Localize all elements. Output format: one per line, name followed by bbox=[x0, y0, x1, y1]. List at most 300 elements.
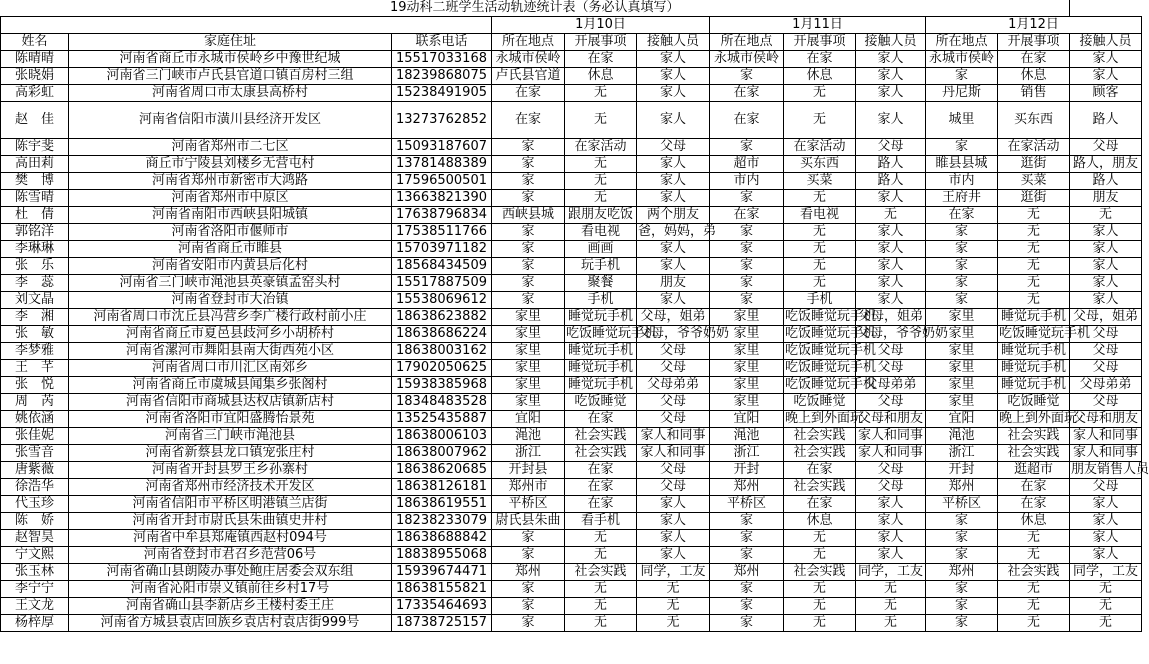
column-header: 姓名 bbox=[1, 34, 69, 51]
table-cell: 家人 bbox=[1070, 496, 1142, 513]
table-cell: 18638620685 bbox=[392, 462, 492, 479]
table-cell: 张 悦 bbox=[1, 377, 69, 394]
table-cell: 王文龙 bbox=[1, 598, 69, 615]
table-cell: 无 bbox=[784, 598, 856, 615]
table-cell: 家里 bbox=[492, 394, 565, 411]
table-cell: 家 bbox=[710, 598, 784, 615]
table-cell: 休息 bbox=[998, 513, 1070, 530]
table-row bbox=[1, 581, 1142, 598]
table-cell: 家 bbox=[492, 258, 565, 275]
table-row bbox=[1, 275, 1142, 292]
table-cell: 樊 博 bbox=[1, 173, 69, 190]
table-cell: 无 bbox=[998, 292, 1070, 309]
table-row bbox=[1, 360, 1142, 377]
table-cell: 永城市侯岭 bbox=[710, 51, 784, 68]
table-cell: 家里 bbox=[710, 360, 784, 377]
table-row bbox=[1, 241, 1142, 258]
table-cell: 家 bbox=[926, 292, 998, 309]
table-cell: 张雪音 bbox=[1, 445, 69, 462]
table-cell: 郑州 bbox=[492, 564, 565, 581]
table-row bbox=[1, 102, 1142, 139]
table-cell: 两个朋友 bbox=[637, 207, 710, 224]
table-cell: 爸，妈妈，弟 bbox=[638, 224, 717, 239]
table-cell: 无 bbox=[998, 547, 1070, 564]
column-header: 所在地点 bbox=[492, 34, 565, 51]
table-cell: 家人 bbox=[856, 68, 926, 85]
table-cell: 18638003162 bbox=[392, 343, 492, 360]
table-cell: 无 bbox=[784, 85, 856, 102]
table-cell: 15093187607 bbox=[392, 139, 492, 156]
table-cell: 河南省三门峡市渑池县 bbox=[69, 428, 392, 445]
table-cell: 家人 bbox=[856, 102, 926, 139]
table-cell: 河南省新蔡县龙口镇宠张庄村 bbox=[69, 445, 392, 462]
table-cell: 跟朋友吃饭 bbox=[565, 207, 637, 224]
table-cell: 无 bbox=[784, 615, 856, 632]
table-cell: 家 bbox=[710, 530, 784, 547]
table-cell: 休息 bbox=[784, 513, 856, 530]
table-cell: 父母，姐弟 bbox=[1070, 309, 1142, 326]
table-cell: 社会实践 bbox=[998, 428, 1070, 445]
table-cell: 18638686224 bbox=[392, 326, 492, 343]
table-cell: 在家 bbox=[784, 462, 856, 479]
table-row bbox=[1, 51, 1142, 68]
column-header: 所在地点 bbox=[926, 34, 998, 51]
table-cell: 河南省洛阳市宜阳盛腾怡景苑 bbox=[69, 411, 392, 428]
table-cell: 在家活动 bbox=[784, 139, 856, 156]
table-cell: 家人 bbox=[856, 224, 926, 241]
table-cell: 父母 bbox=[856, 462, 926, 479]
table-cell: 18638688842 bbox=[392, 530, 492, 547]
table-row bbox=[1, 156, 1142, 173]
table-cell: 18638007962 bbox=[392, 445, 492, 462]
table-cell: 李 湘 bbox=[1, 309, 69, 326]
table-cell: 无 bbox=[565, 598, 637, 615]
table-row bbox=[1, 513, 1142, 530]
table-cell: 家人 bbox=[637, 258, 710, 275]
table-cell: 家人 bbox=[856, 292, 926, 309]
table-cell: 河南省沁阳市崇义镇前往乡村17号 bbox=[69, 581, 392, 598]
table-cell: 父母 bbox=[856, 343, 926, 360]
table-cell: 吃饭睡觉玩手机 bbox=[785, 326, 877, 341]
table-cell: 15938385968 bbox=[392, 377, 492, 394]
table-cell: 赵 佳 bbox=[1, 102, 69, 139]
column-header: 开展事项 bbox=[565, 34, 637, 51]
table-cell: 市内 bbox=[710, 173, 784, 190]
table-cell: 社会实践 bbox=[784, 479, 856, 496]
table-cell: 社会实践 bbox=[565, 428, 637, 445]
table-cell: 路人 bbox=[1070, 173, 1142, 190]
table-cell: 家人 bbox=[1070, 224, 1142, 241]
table-cell: 家人 bbox=[1070, 275, 1142, 292]
table-cell: 李 蕊 bbox=[1, 275, 69, 292]
table-cell: 郑州市 bbox=[492, 479, 565, 496]
table-cell: 家人 bbox=[637, 547, 710, 564]
table-cell: 家 bbox=[492, 156, 565, 173]
table-cell: 无 bbox=[637, 581, 710, 598]
table-cell: 宜阳 bbox=[710, 411, 784, 428]
table-cell: 无 bbox=[784, 581, 856, 598]
table-cell: 吃饭睡觉 bbox=[998, 394, 1070, 411]
table-cell: 无 bbox=[998, 224, 1070, 241]
table-cell: 13663821390 bbox=[392, 190, 492, 207]
table-cell: 卢氏县官道 bbox=[492, 68, 565, 85]
table-cell: 买菜 bbox=[784, 173, 856, 190]
table-cell: 无 bbox=[565, 85, 637, 102]
table-cell: 家人 bbox=[637, 85, 710, 102]
table-cell: 无 bbox=[856, 598, 926, 615]
table-cell: 无 bbox=[784, 190, 856, 207]
table-cell: 父母弟弟 bbox=[637, 377, 710, 394]
table-cell: 睢县县城 bbox=[926, 156, 998, 173]
table-cell: 家 bbox=[492, 547, 565, 564]
table-cell: 18239868075 bbox=[392, 68, 492, 85]
table-cell: 家 bbox=[492, 224, 565, 241]
table-cell: 无 bbox=[998, 241, 1070, 258]
table-cell: 顾客 bbox=[1070, 85, 1142, 102]
table-cell: 家人 bbox=[637, 513, 710, 530]
table-cell: 张佳妮 bbox=[1, 428, 69, 445]
table-cell: 在家 bbox=[565, 479, 637, 496]
table-cell: 无 bbox=[998, 258, 1070, 275]
table-cell: 郑州 bbox=[710, 479, 784, 496]
table-cell: 平桥区 bbox=[710, 496, 784, 513]
table-cell: 父母 bbox=[856, 479, 926, 496]
table-cell: 赵智昊 bbox=[1, 530, 69, 547]
table-row bbox=[1, 547, 1142, 564]
table-cell: 家人和同事 bbox=[637, 445, 710, 462]
table-row bbox=[1, 85, 1142, 102]
table-cell: 朋友销售人员 bbox=[1071, 462, 1149, 477]
table-cell: 宜阳 bbox=[492, 411, 565, 428]
table-cell: 家 bbox=[710, 292, 784, 309]
table-cell: 家人 bbox=[1070, 258, 1142, 275]
table-cell: 陈雪晴 bbox=[1, 190, 69, 207]
table-cell: 买东西 bbox=[784, 156, 856, 173]
table-cell: 家 bbox=[492, 173, 565, 190]
table-cell: 家人 bbox=[1070, 513, 1142, 530]
table-cell: 家 bbox=[926, 241, 998, 258]
table-cell: 永城市侯岭 bbox=[492, 51, 565, 68]
table-cell: 河南省周口市太康县高桥村 bbox=[69, 85, 392, 102]
table-cell: 无 bbox=[784, 530, 856, 547]
table-cell: 无 bbox=[998, 598, 1070, 615]
date-header-row bbox=[1, 17, 1142, 34]
table-cell: 家里 bbox=[492, 309, 565, 326]
table-cell: 路人，朋友 bbox=[1070, 156, 1142, 173]
table-cell: 在家 bbox=[565, 411, 637, 428]
table-cell: 河南省周口市沈丘县冯营乡李广楼行政村前小庄 bbox=[69, 309, 392, 326]
table-cell: 逛超市 bbox=[998, 462, 1070, 479]
table-cell: 刘文晶 bbox=[1, 292, 69, 309]
table-cell: 睡觉玩手机 bbox=[565, 377, 637, 394]
table-cell: 父母 bbox=[637, 394, 710, 411]
table-cell: 张晓娟 bbox=[1, 68, 69, 85]
table-cell: 家人 bbox=[856, 241, 926, 258]
table-cell: 15939674471 bbox=[392, 564, 492, 581]
table-cell: 家人 bbox=[856, 496, 926, 513]
table-cell: 家 bbox=[926, 224, 998, 241]
table-cell: 无 bbox=[1070, 581, 1142, 598]
table-cell: 家人 bbox=[1070, 530, 1142, 547]
table-cell: 无 bbox=[637, 615, 710, 632]
table-cell: 父母 bbox=[637, 479, 710, 496]
table-cell: 河南省漯河市舞阳县南大街西苑小区 bbox=[69, 343, 392, 360]
table-cell: 路人 bbox=[856, 156, 926, 173]
table-cell: 睡觉玩手机 bbox=[998, 377, 1070, 394]
table-row bbox=[1, 343, 1142, 360]
table-cell: 家 bbox=[926, 139, 998, 156]
column-header: 开展事项 bbox=[998, 34, 1070, 51]
table-cell: 买东西 bbox=[998, 102, 1070, 139]
table-cell: 河南省确山县朗陵办事处鲍庄居委会双东组 bbox=[69, 564, 392, 581]
table-cell: 丹尼斯 bbox=[926, 85, 998, 102]
table-row bbox=[1, 190, 1142, 207]
table-cell: 父母 bbox=[637, 411, 710, 428]
table-cell: 手机 bbox=[784, 292, 856, 309]
table-cell: 无 bbox=[565, 581, 637, 598]
table-cell: 无 bbox=[784, 102, 856, 139]
table-cell: 玩手机 bbox=[565, 258, 637, 275]
table-cell: 睡觉玩手机 bbox=[998, 309, 1070, 326]
table-cell: 18638155821 bbox=[392, 581, 492, 598]
table-cell: 河南省安阳市内黄县后化村 bbox=[69, 258, 392, 275]
table-cell: 浙江 bbox=[492, 445, 565, 462]
table-cell: 无 bbox=[784, 275, 856, 292]
table-cell: 13525435887 bbox=[392, 411, 492, 428]
table-cell: 无 bbox=[565, 173, 637, 190]
table-cell: 17538511766 bbox=[392, 224, 492, 241]
table-cell: 朋友 bbox=[1070, 190, 1142, 207]
table-cell: 吃饭睡觉玩手机 bbox=[999, 326, 1091, 341]
table-cell: 父母 bbox=[856, 360, 926, 377]
table-cell: 李梦雅 bbox=[1, 343, 69, 360]
table-cell: 家人 bbox=[856, 275, 926, 292]
table-cell: 超市 bbox=[710, 156, 784, 173]
table-cell: 13273762852 bbox=[392, 102, 492, 139]
table-cell: 浙江 bbox=[710, 445, 784, 462]
table-cell: 家人 bbox=[856, 85, 926, 102]
table-cell: 父母 bbox=[856, 394, 926, 411]
table-cell: 晚上到外面玩 bbox=[999, 411, 1078, 426]
table-cell: 社会实践 bbox=[565, 564, 637, 581]
table-cell: 家里 bbox=[926, 377, 998, 394]
table-cell: 家 bbox=[492, 530, 565, 547]
table-cell: 河南省三门峡市卢氏县官道口镇百房村三组 bbox=[69, 68, 392, 85]
table-cell: 无 bbox=[565, 615, 637, 632]
table-cell: 河南省商丘市夏邑县歧河乡小胡桥村 bbox=[69, 326, 392, 343]
table-cell: 手机 bbox=[565, 292, 637, 309]
table-cell: 同学，工友 bbox=[856, 564, 926, 581]
table-cell: 张玉林 bbox=[1, 564, 69, 581]
table-cell: 睡觉玩手机 bbox=[998, 343, 1070, 360]
table-cell: 在家 bbox=[926, 207, 998, 224]
table-row bbox=[1, 139, 1142, 156]
table-cell: 无 bbox=[565, 156, 637, 173]
table-cell: 无 bbox=[998, 530, 1070, 547]
table-cell: 在家 bbox=[784, 496, 856, 513]
table-row bbox=[1, 377, 1142, 394]
table-row bbox=[1, 615, 1142, 632]
table-cell: 家 bbox=[926, 513, 998, 530]
table-row bbox=[1, 258, 1142, 275]
table-cell: 15538069612 bbox=[392, 292, 492, 309]
table-cell: 河南省中牟县郑庵镇西赵村094号 bbox=[69, 530, 392, 547]
table-cell: 陈 娇 bbox=[1, 513, 69, 530]
table-cell: 高彩虹 bbox=[1, 85, 69, 102]
table-cell: 18638006103 bbox=[392, 428, 492, 445]
table-cell: 路人 bbox=[856, 173, 926, 190]
table-cell: 家人 bbox=[637, 496, 710, 513]
column-header: 接触人员 bbox=[1070, 34, 1142, 51]
table-cell: 社会实践 bbox=[998, 564, 1070, 581]
table-cell: 在家 bbox=[784, 51, 856, 68]
table-row bbox=[1, 309, 1142, 326]
table-cell: 家人 bbox=[1070, 241, 1142, 258]
table-cell: 父母 bbox=[1070, 360, 1142, 377]
table-cell: 吃饭睡觉玩手机 bbox=[566, 326, 658, 341]
table-cell: 在家 bbox=[565, 462, 637, 479]
table-cell: 河南省确山县李新店乡王楼村委王庄 bbox=[69, 598, 392, 615]
table-cell: 家 bbox=[710, 224, 784, 241]
table-cell: 渑池 bbox=[710, 428, 784, 445]
table-cell: 无 bbox=[856, 581, 926, 598]
table-cell: 家人 bbox=[637, 51, 710, 68]
table-cell: 无 bbox=[565, 102, 637, 139]
column-header: 接触人员 bbox=[856, 34, 926, 51]
date-header: 1月11日 bbox=[710, 17, 926, 34]
table-cell: 尉氏县朱曲 bbox=[492, 513, 565, 530]
table-cell: 家 bbox=[710, 241, 784, 258]
table-cell: 河南省信阳市商城县达权店镇新店村 bbox=[69, 394, 392, 411]
table-cell: 郑州 bbox=[710, 564, 784, 581]
table-cell: 无 bbox=[856, 207, 926, 224]
table-cell: 无 bbox=[998, 615, 1070, 632]
table-cell: 18838955068 bbox=[392, 547, 492, 564]
table-row bbox=[1, 428, 1142, 445]
table-cell: 河南省三门峡市渑池县英豪镇孟窑头村 bbox=[69, 275, 392, 292]
table-cell: 王 芊 bbox=[1, 360, 69, 377]
table-cell: 无 bbox=[1070, 615, 1142, 632]
table-cell: 社会实践 bbox=[998, 445, 1070, 462]
table-cell: 无 bbox=[998, 275, 1070, 292]
table-cell: 家人 bbox=[637, 241, 710, 258]
table-cell: 郭铭洋 bbox=[1, 224, 69, 241]
table-cell: 无 bbox=[565, 190, 637, 207]
table-cell: 路人 bbox=[1070, 102, 1142, 139]
table-cell: 王府井 bbox=[926, 190, 998, 207]
table-cell: 家 bbox=[492, 581, 565, 598]
table-cell: 西峡县城 bbox=[492, 207, 565, 224]
table-cell: 家 bbox=[710, 615, 784, 632]
table-row bbox=[1, 326, 1142, 343]
table-cell: 看手机 bbox=[565, 513, 637, 530]
table-cell: 睡觉玩手机 bbox=[565, 309, 637, 326]
table-cell: 父母 bbox=[856, 139, 926, 156]
table-cell: 渑池 bbox=[492, 428, 565, 445]
table-cell: 河南省商丘市虞城县闻集乡张阁村 bbox=[69, 377, 392, 394]
table-cell: 周 芮 bbox=[1, 394, 69, 411]
table-cell: 18638619551 bbox=[392, 496, 492, 513]
title-row bbox=[1, 0, 1142, 17]
table-cell: 无 bbox=[565, 530, 637, 547]
table-cell: 家人 bbox=[637, 292, 710, 309]
table-cell: 买菜 bbox=[998, 173, 1070, 190]
table-cell: 父母 bbox=[1070, 479, 1142, 496]
table-row bbox=[1, 411, 1142, 428]
table-cell: 家 bbox=[926, 530, 998, 547]
table-cell: 18738725157 bbox=[392, 615, 492, 632]
table-cell: 无 bbox=[998, 581, 1070, 598]
table-cell: 家人 bbox=[637, 173, 710, 190]
table-cell: 18568434509 bbox=[392, 258, 492, 275]
table-cell: 15238491905 bbox=[392, 85, 492, 102]
table-cell: 休息 bbox=[784, 68, 856, 85]
table-cell: 无 bbox=[784, 224, 856, 241]
table-cell: 家人 bbox=[856, 547, 926, 564]
table-cell: 河南省登封市君召乡范营06号 bbox=[69, 547, 392, 564]
table-cell: 李宁宁 bbox=[1, 581, 69, 598]
table-cell: 社会实践 bbox=[784, 445, 856, 462]
date-header: 1月10日 bbox=[492, 17, 710, 34]
table-cell: 父母和朋友 bbox=[856, 411, 926, 428]
table-cell: 家人和同事 bbox=[1070, 445, 1142, 462]
table-cell: 家 bbox=[492, 139, 565, 156]
table-cell: 家 bbox=[710, 581, 784, 598]
table-cell: 河南省信阳市平桥区明港镇兰店街 bbox=[69, 496, 392, 513]
table-row bbox=[1, 207, 1142, 224]
table-cell: 同学，工友 bbox=[637, 564, 710, 581]
table-cell: 看电视 bbox=[784, 207, 856, 224]
table-cell: 开封 bbox=[926, 462, 998, 479]
table-cell: 无 bbox=[998, 207, 1070, 224]
table-cell: 商丘市宁陵县刘楼乡无营屯村 bbox=[69, 156, 392, 173]
table-cell: 家里 bbox=[492, 326, 565, 343]
table-cell: 17902050625 bbox=[392, 360, 492, 377]
table-cell: 河南省登封市大冶镇 bbox=[69, 292, 392, 309]
table-cell: 父母，爷爷奶奶 bbox=[638, 326, 730, 341]
table-cell: 张 乐 bbox=[1, 258, 69, 275]
table-cell: 家人和同事 bbox=[1070, 428, 1142, 445]
table-cell: 家 bbox=[492, 275, 565, 292]
table-cell: 吃饭睡觉玩手机 bbox=[785, 343, 877, 358]
table-cell: 平桥区 bbox=[492, 496, 565, 513]
table-cell: 父母，姐弟 bbox=[637, 309, 710, 326]
table-cell: 家人 bbox=[856, 51, 926, 68]
table-cell: 社会实践 bbox=[784, 564, 856, 581]
table-cell: 河南省郑州市二七区 bbox=[69, 139, 392, 156]
table-cell: 17596500501 bbox=[392, 173, 492, 190]
table-cell: 在家 bbox=[492, 102, 565, 139]
table-cell: 家 bbox=[492, 615, 565, 632]
table-cell: 家里 bbox=[492, 360, 565, 377]
table-cell: 父母 bbox=[637, 343, 710, 360]
table-cell: 张 敏 bbox=[1, 326, 69, 343]
table-cell: 家 bbox=[492, 598, 565, 615]
table-cell: 父母 bbox=[637, 139, 710, 156]
table-cell: 河南省郑州市经济技术开发区 bbox=[69, 479, 392, 496]
table-cell: 朋友 bbox=[637, 275, 710, 292]
table-cell: 代玉珍 bbox=[1, 496, 69, 513]
table-cell: 家里 bbox=[710, 394, 784, 411]
table-cell: 家里 bbox=[926, 343, 998, 360]
table-cell: 市内 bbox=[926, 173, 998, 190]
table-cell: 河南省开封市尉氏县朱曲镇史井村 bbox=[69, 513, 392, 530]
table-cell: 家人 bbox=[1070, 68, 1142, 85]
column-header: 家庭住址 bbox=[69, 34, 392, 51]
table-cell: 吃饭睡觉玩手机 bbox=[785, 360, 877, 375]
table-cell: 城里 bbox=[926, 102, 998, 139]
table-cell: 家 bbox=[710, 68, 784, 85]
